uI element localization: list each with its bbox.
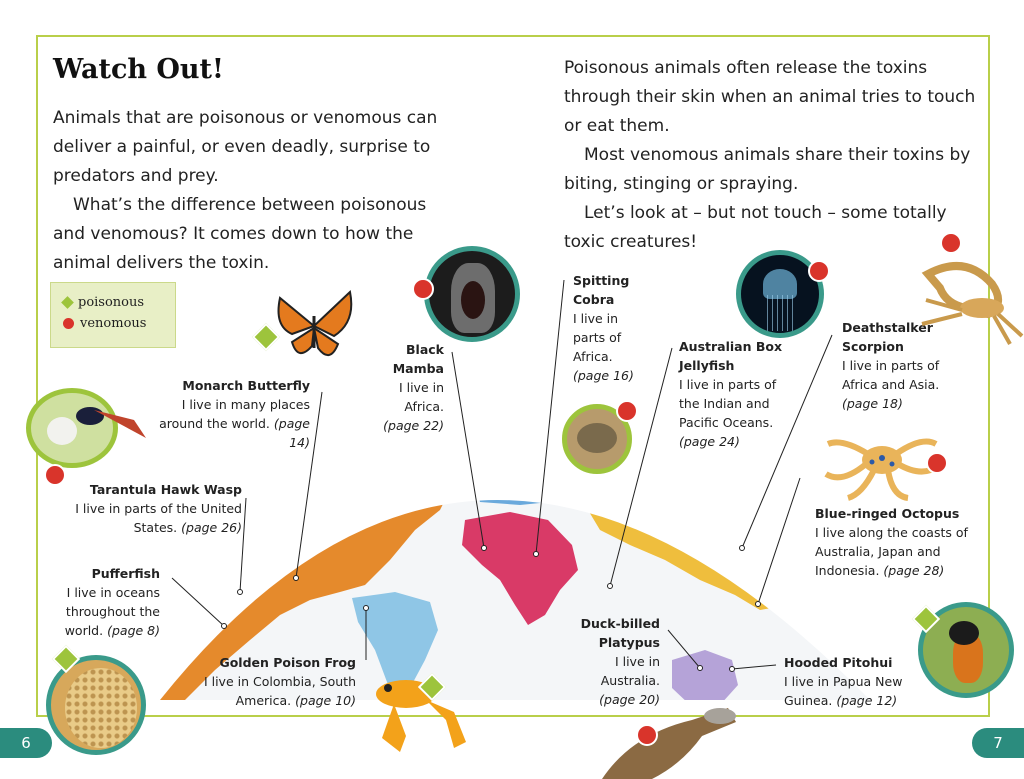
animal-text: I live in parts of Africa. — [573, 311, 622, 364]
intro-paragraph-4: Most venomous animals share their toxins by biting, stinging or spraying. — [564, 145, 971, 194]
page-title: Watch Out! — [53, 54, 224, 85]
page-ref: (page 16) — [573, 368, 634, 383]
intro-left — [53, 104, 463, 278]
legend-poisonous-label: poisonous — [78, 295, 145, 310]
animal-name: Black Mamba — [392, 342, 444, 376]
venomous-marker — [808, 260, 830, 282]
deathstalker-scorpion-icon — [906, 244, 1024, 352]
label-frog — [176, 653, 356, 710]
blue-ringed-octopus-icon — [822, 424, 940, 502]
label-cobra — [573, 271, 639, 385]
animal-name: Blue-ringed Octopus — [815, 506, 960, 521]
golden-poison-frog-icon — [366, 668, 476, 756]
label-wasp — [72, 480, 242, 537]
intro-paragraph-5: Let’s look at – but not touch – some totally toxic creatures! — [564, 203, 947, 252]
page-number-left: 6 — [0, 728, 52, 758]
page-ref: (page 18) — [842, 396, 903, 411]
label-mamba — [378, 340, 444, 435]
page-ref: (page 8) — [107, 623, 160, 638]
black-mamba-photo — [424, 246, 520, 342]
legend-venomous-label: venomous — [80, 316, 147, 331]
venomous-marker — [412, 278, 434, 300]
dot-icon — [63, 318, 74, 329]
animal-text: I live along the coasts of Australia, Japan and Indonesia. — [815, 525, 968, 578]
monarch-butterfly-icon — [272, 286, 356, 368]
page-ref: (page 12) — [836, 693, 898, 708]
animal-text: I live in Africa. — [398, 380, 444, 414]
page-ref: (page 28) — [883, 563, 945, 578]
page-ref: (page 20) — [599, 692, 660, 707]
intro-paragraph-1: Animals that are poisonous or venomous can deliver a painful, or even deadly, surprise to predators and prey. — [53, 108, 438, 186]
legend-poisonous — [63, 295, 144, 310]
label-jellyfish — [679, 337, 797, 451]
venomous-marker — [940, 232, 962, 254]
legend — [50, 282, 176, 348]
label-monarch — [150, 376, 310, 452]
intro-right — [564, 54, 984, 257]
animal-text: I live in Australia. — [600, 654, 660, 688]
page-ref: (page 24) — [679, 434, 740, 449]
venomous-marker — [636, 724, 658, 746]
animal-name: Duck-billed Platypus — [580, 616, 660, 650]
animal-name: Tarantula Hawk Wasp — [89, 482, 242, 497]
animal-name: Golden Poison Frog — [219, 655, 356, 670]
venomous-marker — [926, 452, 948, 474]
page-ref: (page 22) — [383, 418, 444, 433]
animal-text: I live in many places around the world. — [159, 397, 310, 431]
pufferfish-photo — [46, 655, 146, 755]
duck-billed-platypus-icon — [592, 694, 742, 779]
animal-name: Spitting Cobra — [573, 273, 630, 307]
page-number-right: 7 — [972, 728, 1024, 758]
venomous-marker — [616, 400, 638, 422]
animal-text: I live in oceans throughout the world. — [64, 585, 160, 638]
animal-text: I live in parts of the United States. — [75, 501, 242, 535]
page-ref: (page 26) — [181, 520, 242, 535]
animal-name: Pufferfish — [91, 566, 160, 581]
animal-text: I live in parts of Africa and Asia. — [842, 358, 940, 392]
animal-name: Hooded Pitohui — [784, 655, 893, 670]
page-ref: (page 10) — [295, 693, 356, 708]
label-octopus — [815, 504, 985, 580]
diamond-icon — [61, 296, 74, 309]
animal-name: Monarch Butterfly — [182, 378, 310, 393]
animal-text: I live in Papua New Guinea. — [784, 674, 903, 708]
legend-venomous — [63, 316, 146, 331]
animal-name: Deathstalker Scorpion — [842, 320, 933, 354]
page-ref: (page 14) — [273, 416, 310, 450]
intro-paragraph-2: What’s the difference between poisonous and venomous? It comes down to how the animal delivers the toxin. — [53, 195, 427, 273]
label-pufferfish — [46, 564, 160, 640]
animal-text: I live in parts of the Indian and Pacific Oceans. — [679, 377, 777, 430]
intro-paragraph-3: Poisonous animals often release the toxins through their skin when an animal tries to touch or eat them. — [564, 58, 976, 136]
animal-name: Australian Box Jellyfish — [679, 339, 783, 373]
animal-text: I live in Colombia, South America. — [203, 674, 356, 708]
tarantula-hawk-wasp-icon — [64, 392, 150, 442]
venomous-marker — [44, 464, 66, 486]
label-pitohui — [784, 653, 934, 710]
